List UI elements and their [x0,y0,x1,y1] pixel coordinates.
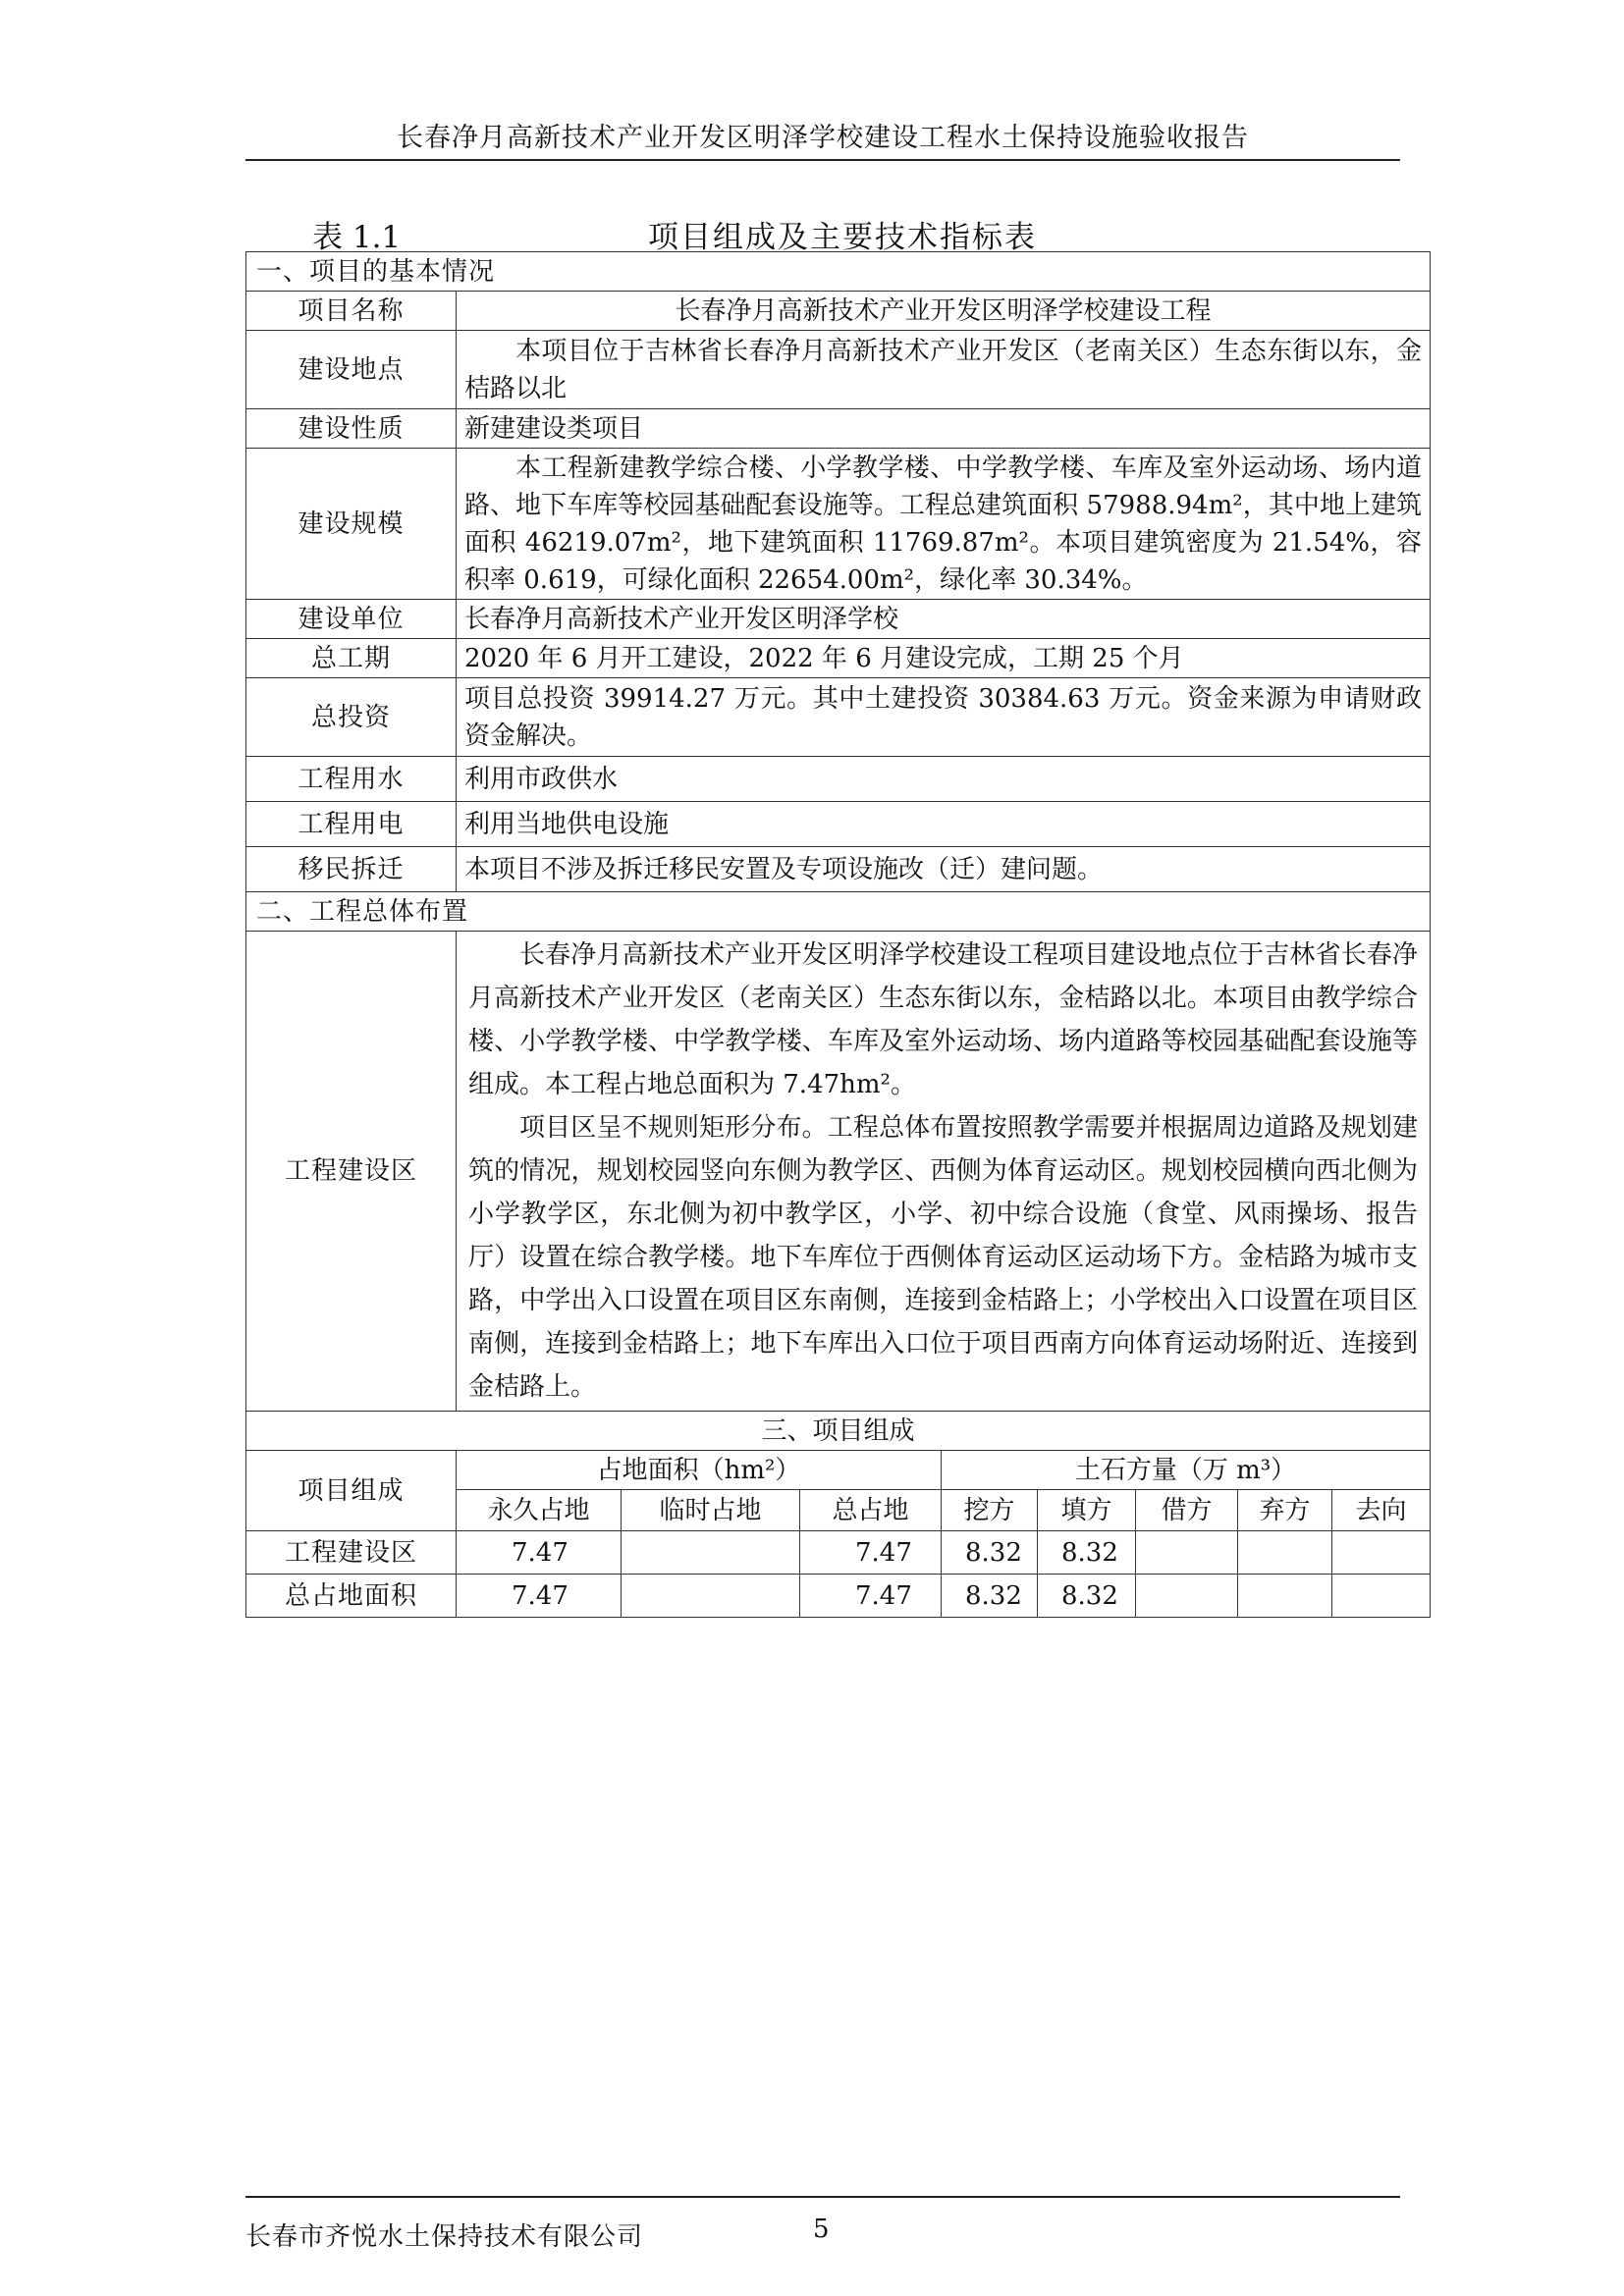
subheader-cell: 总占地 [800,1490,942,1531]
subheader-cell: 临时占地 [622,1490,800,1531]
table-row [246,600,1431,639]
table-row [246,1531,1431,1575]
row-value: 项目总投资 39914.27 万元。其中土建投资 30384.63 万元。资金来源为申请财政资金解决。 [457,678,1431,757]
cell-spoil [1238,1531,1332,1575]
header-divider [245,159,1400,161]
row-label: 总投资 [246,678,457,757]
table-row [246,1575,1431,1618]
row-value: 利用当地供电设施 [457,802,1431,847]
cell-spoil [1238,1575,1332,1618]
cell-permanent: 7.47 [457,1575,622,1618]
table-caption [245,212,1430,255]
table-row [246,757,1431,802]
row-value: 本工程新建教学综合楼、小学教学楼、中学教学楼、车库及室外运动场、场内道路、地下车库等校园基础配套设施等。工程总建筑面积 57988.94m²，其中地上建筑面积 46219.07m²，地下建筑面积 11769.87m²。本项目建筑密度为 21.54%，容积率 0.619，可绿化面积 22654.00m²，绿化率 30.34%。 [457,449,1431,600]
section-row [246,1412,1431,1451]
footer-divider [245,2196,1400,2198]
row-label: 移民拆迁 [246,847,457,892]
table-number: 表 1.1 [312,220,402,255]
row-value: 长春净月高新技术产业开发区明泽学校建设工程 [457,292,1431,331]
row-label: 工程用电 [246,802,457,847]
table-title: 项目组成及主要技术指标表 [648,220,1037,255]
row-label: 工程建设区 [246,932,457,1412]
row-value: 本项目不涉及拆迁移民安置及专项设施改（迁）建问题。 [457,847,1431,892]
section-composition-title: 三、项目组成 [246,1412,1431,1451]
row-label: 工程建设区 [246,1531,457,1575]
section-row [246,892,1431,932]
page-number: 5 [813,2215,830,2244]
table-row [246,292,1431,331]
composition-header: 项目组成 [246,1451,457,1531]
cell-cut: 8.32 [942,1531,1038,1575]
cell-destination [1332,1575,1431,1618]
layout-paragraph: 长春净月高新技术产业开发区明泽学校建设工程项目建设地点位于吉林省长春净月高新技术产业开发区（老南关区）生态东街以东，金桔路以北。本项目由教学综合楼、小学教学楼、中学教学楼、车库及室外运动场、场内道路等校园基础配套设施等组成。本工程占地总面积为 7.47hm²。 [468,940,1419,1099]
subheader-cell: 填方 [1038,1490,1136,1531]
row-value: 长春净月高新技术产业开发区明泽学校 [457,600,1431,639]
subheader-cell: 弃方 [1238,1490,1332,1531]
cell-fill: 8.32 [1038,1575,1136,1618]
table-header-row [246,1451,1431,1490]
table-row [246,932,1431,1412]
table-row [246,449,1431,600]
layout-description [457,932,1431,1412]
table-row [246,847,1431,892]
row-label: 建设地点 [246,331,457,409]
subheader-cell: 借方 [1136,1490,1238,1531]
cell-total: 7.47 [800,1531,942,1575]
cell-destination [1332,1531,1431,1575]
layout-paragraph: 项目区呈不规则矩形分布。工程总体布置按照教学需要并根据周边道路及规划建筑的情况，规划校园竖向东侧为教学区、西侧为体育运动区。规划校园横向西北侧为小学教学区，东北侧为初中教学区，小学、初中综合设施（食堂、风雨操场、报告厅）设置在综合教学楼。地下车库位于西侧体育运动区运动场下方。金桔路为城市支路，中学出入口设置在项目区东南侧，连接到金桔路上；小学校出入口设置在项目区南侧，连接到金桔路上；地下车库出入口位于项目西南方向体育运动场附近、连接到金桔路上。 [468,1113,1419,1402]
report-header-title: 长春净月高新技术产业开发区明泽学校建设工程水土保持设施验收报告 [397,123,1249,153]
row-value: 新建建设类项目 [457,409,1431,449]
cell-borrow [1136,1575,1238,1618]
row-value: 本项目位于吉林省长春净月高新技术产业开发区（老南关区）生态东街以东，金桔路以北 [457,331,1431,409]
cell-temporary [622,1531,800,1575]
row-value: 2020 年 6 月开工建设，2022 年 6 月建设完成，工期 25 个月 [457,639,1431,678]
table-row [246,409,1431,449]
table-row [246,331,1431,409]
row-label: 项目名称 [246,292,457,331]
section-basic-title: 一、项目的基本情况 [246,252,1431,292]
subheader-cell: 挖方 [942,1490,1038,1531]
subheader-cell: 去向 [1332,1490,1431,1531]
cell-fill: 8.32 [1038,1531,1136,1575]
row-label: 建设单位 [246,600,457,639]
table-row [246,639,1431,678]
row-label: 建设性质 [246,409,457,449]
cell-temporary [622,1575,800,1618]
row-label: 工程用水 [246,757,457,802]
table-row [246,678,1431,757]
row-value: 利用市政供水 [457,757,1431,802]
earthwork-header: 土石方量（万 m³） [942,1451,1431,1490]
footer-company: 长春市齐悦水土保持技术有限公司 [245,2222,644,2252]
project-indicator-table [245,251,1431,1618]
area-header: 占地面积（hm²） [457,1451,942,1490]
table-row [246,802,1431,847]
cell-cut: 8.32 [942,1575,1038,1618]
cell-borrow [1136,1531,1238,1575]
subheader-cell: 永久占地 [457,1490,622,1531]
section-row [246,252,1431,292]
row-label: 总占地面积 [246,1575,457,1618]
row-label: 建设规模 [246,449,457,600]
cell-permanent: 7.47 [457,1531,622,1575]
cell-total: 7.47 [800,1575,942,1618]
row-label: 总工期 [246,639,457,678]
section-layout-title: 二、工程总体布置 [246,892,1431,932]
